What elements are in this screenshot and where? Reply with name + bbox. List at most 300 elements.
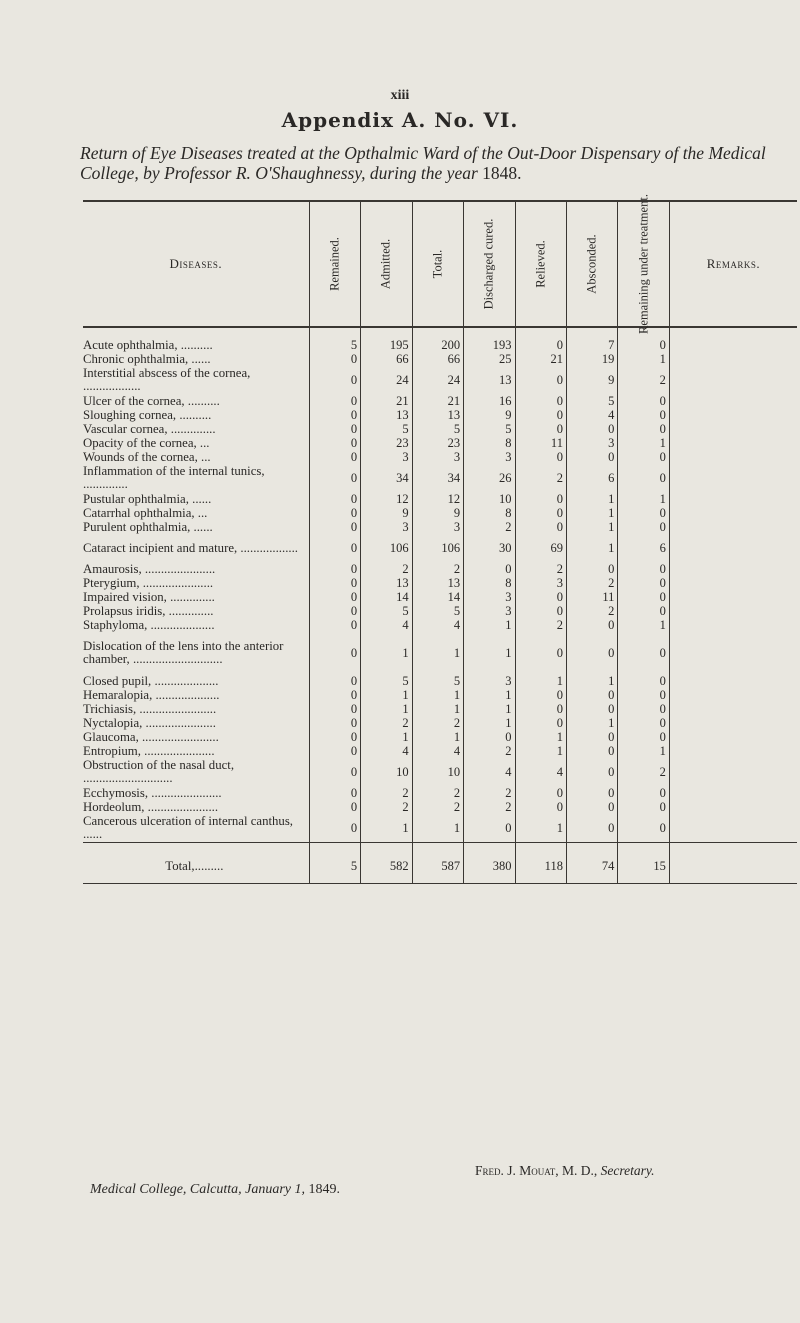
relieved-cell: 0 — [515, 450, 566, 464]
discharged-cell: 8 — [464, 506, 515, 520]
admitted-cell: 24 — [361, 366, 412, 394]
disease-name: Entropium, ...................... — [83, 743, 215, 758]
remarks-cell — [669, 450, 797, 464]
remaining-cell: 6 — [618, 534, 669, 562]
disease-name: Inflammation of the internal tunics, .............. — [83, 464, 265, 491]
remaining-cell: 2 — [618, 758, 669, 786]
title-year: 1848. — [482, 163, 522, 183]
remained-cell: 0 — [309, 576, 360, 590]
title-text: Return of Eye Diseases treated at the Opthalmic Ward of the Out-Door Dispensary of the Medical College, by Professor R. O'Shaughnessy, during the year — [80, 143, 766, 183]
signature — [475, 1163, 655, 1179]
remarks-cell — [669, 366, 797, 394]
total-cell: 1 — [412, 702, 463, 716]
relieved-cell: 0 — [515, 604, 566, 618]
remained-cell: 0 — [309, 744, 360, 758]
absconded-cell: 6 — [566, 464, 617, 492]
table-row — [83, 394, 797, 408]
remaining-cell: 1 — [618, 618, 669, 632]
admitted-cell: 10 — [361, 758, 412, 786]
discharged-cell: 0 — [464, 562, 515, 576]
remarks-cell — [669, 394, 797, 408]
absconded-cell: 2 — [566, 604, 617, 618]
remained-cell: 5 — [309, 327, 360, 352]
relieved-cell: 0 — [515, 590, 566, 604]
remarks-cell — [669, 436, 797, 450]
admitted-cell: 1 — [361, 688, 412, 702]
admitted-cell: 2 — [361, 716, 412, 730]
table-row — [83, 632, 797, 674]
disease-name: Cancerous ulceration of internal canthus, ...... — [83, 814, 294, 841]
remained-cell: 0 — [309, 604, 360, 618]
remained-cell: 0 — [309, 800, 360, 814]
total-cell: 106 — [412, 534, 463, 562]
admitted-cell: 13 — [361, 576, 412, 590]
relieved-cell: 0 — [515, 366, 566, 394]
relieved-cell: 11 — [515, 436, 566, 450]
remained-cell: 0 — [309, 702, 360, 716]
total-cell: 5 — [412, 422, 463, 436]
remaining-cell: 0 — [618, 702, 669, 716]
absconded-cell: 1 — [566, 716, 617, 730]
relieved-cell: 1 — [515, 814, 566, 843]
absconded-cell: 5 — [566, 394, 617, 408]
remaining-cell: 0 — [618, 464, 669, 492]
table-row — [83, 562, 797, 576]
discharged-total: 380 — [464, 843, 515, 884]
admitted-cell: 21 — [361, 394, 412, 408]
discharged-cell: 30 — [464, 534, 515, 562]
remaining-cell: 2 — [618, 366, 669, 394]
table-row — [83, 534, 797, 562]
remarks-cell — [669, 730, 797, 744]
remained-cell: 0 — [309, 590, 360, 604]
admitted-cell: 3 — [361, 450, 412, 464]
remaining-cell: 0 — [618, 688, 669, 702]
relieved-cell: 1 — [515, 730, 566, 744]
remarks-cell — [669, 716, 797, 730]
table-row — [83, 590, 797, 604]
remaining-total: 15 — [618, 843, 669, 884]
remarks-cell — [669, 800, 797, 814]
remaining-cell: 0 — [618, 674, 669, 688]
relieved-cell: 0 — [515, 786, 566, 800]
total-cell: 5 — [412, 604, 463, 618]
admitted-total: 582 — [361, 843, 412, 884]
place-and-date — [90, 1182, 340, 1198]
disease-name: Ecchymosis, ...................... — [83, 785, 222, 800]
relieved-cell: 0 — [515, 520, 566, 534]
table-row — [83, 730, 797, 744]
relieved-cell: 0 — [515, 632, 566, 674]
discharged-cell: 1 — [464, 716, 515, 730]
total-cell: 4 — [412, 618, 463, 632]
discharged-cell: 4 — [464, 758, 515, 786]
remained-cell: 0 — [309, 730, 360, 744]
total-cell: 12 — [412, 492, 463, 506]
remaining-cell: 0 — [618, 814, 669, 843]
total-cell: 13 — [412, 408, 463, 422]
relieved-cell: 0 — [515, 394, 566, 408]
admitted-cell: 2 — [361, 562, 412, 576]
total-cell: 1 — [412, 632, 463, 674]
total-cell: 1 — [412, 730, 463, 744]
discharged-cell: 2 — [464, 786, 515, 800]
total-cell: 2 — [412, 562, 463, 576]
disease-name: Cataract incipient and mature, .................. — [83, 540, 298, 555]
disease-name: Obstruction of the nasal duct, ............................ — [83, 758, 235, 785]
table-row — [83, 408, 797, 422]
table-row — [83, 604, 797, 618]
remarks-cell — [669, 562, 797, 576]
remaining-cell: 0 — [618, 408, 669, 422]
remarks-cell — [669, 618, 797, 632]
admitted-cell: 4 — [361, 618, 412, 632]
column-header-remained: Remained. — [309, 201, 360, 327]
discharged-cell: 1 — [464, 618, 515, 632]
absconded-cell: 0 — [566, 688, 617, 702]
remained-cell: 0 — [309, 520, 360, 534]
discharged-cell: 2 — [464, 744, 515, 758]
table-row — [83, 366, 797, 394]
absconded-cell: 9 — [566, 366, 617, 394]
column-header-remarks: Remarks. — [669, 201, 797, 327]
total-cell: 13 — [412, 576, 463, 590]
remaining-cell: 0 — [618, 786, 669, 800]
remained-cell: 0 — [309, 632, 360, 674]
absconded-cell: 1 — [566, 506, 617, 520]
remaining-cell: 0 — [618, 730, 669, 744]
total-cell: 24 — [412, 366, 463, 394]
total-cell: 23 — [412, 436, 463, 450]
remained-cell: 0 — [309, 366, 360, 394]
remarks-cell — [669, 506, 797, 520]
relieved-cell: 2 — [515, 562, 566, 576]
remained-cell: 0 — [309, 758, 360, 786]
remarks-cell — [669, 520, 797, 534]
relieved-cell: 4 — [515, 758, 566, 786]
remained-cell: 0 — [309, 506, 360, 520]
total-cell: 9 — [412, 506, 463, 520]
column-header-discharged-cured: Discharged cured. — [464, 201, 515, 327]
discharged-cell: 1 — [464, 702, 515, 716]
table-row — [83, 786, 797, 800]
relieved-cell: 21 — [515, 352, 566, 366]
eye-diseases-table — [83, 194, 797, 884]
remarks-cell — [669, 604, 797, 618]
relieved-cell: 0 — [515, 492, 566, 506]
remarks-cell — [669, 352, 797, 366]
remaining-cell: 1 — [618, 352, 669, 366]
page-number: xiii — [390, 88, 410, 103]
column-header-diseases: Diseases. — [83, 201, 309, 327]
disease-name: Vascular cornea, .............. — [83, 421, 216, 436]
admitted-cell: 5 — [361, 604, 412, 618]
total-cell: 21 — [412, 394, 463, 408]
remained-cell: 0 — [309, 618, 360, 632]
discharged-cell: 0 — [464, 730, 515, 744]
absconded-total: 74 — [566, 843, 617, 884]
admitted-cell: 1 — [361, 702, 412, 716]
remarks-cell — [669, 688, 797, 702]
remained-cell: 0 — [309, 534, 360, 562]
remaining-cell: 1 — [618, 436, 669, 450]
total-cell: 5 — [412, 674, 463, 688]
relieved-cell: 0 — [515, 422, 566, 436]
appendix-heading: Appendix A. No. VI. — [281, 108, 519, 132]
admitted-cell: 1 — [361, 730, 412, 744]
remained-cell: 0 — [309, 716, 360, 730]
remained-total: 5 — [309, 843, 360, 884]
relieved-cell: 1 — [515, 674, 566, 688]
disease-name: Acute ophthalmia, .......... — [83, 337, 213, 352]
disease-name: Glaucoma, ........................ — [83, 729, 219, 744]
total-cell: 34 — [412, 464, 463, 492]
remained-cell: 0 — [309, 352, 360, 366]
remaining-cell: 0 — [618, 716, 669, 730]
disease-name: Trichiasis, ........................ — [83, 701, 217, 716]
table-row — [83, 702, 797, 716]
remained-cell: 0 — [309, 562, 360, 576]
total-cell: 14 — [412, 590, 463, 604]
disease-name: Purulent ophthalmia, ...... — [83, 519, 213, 534]
absconded-cell: 0 — [566, 702, 617, 716]
discharged-cell: 1 — [464, 632, 515, 674]
remarks-cell — [669, 327, 797, 352]
disease-name: Amaurosis, ...................... — [83, 561, 216, 576]
remarks-cell — [669, 744, 797, 758]
remaining-cell: 1 — [618, 492, 669, 506]
admitted-cell: 3 — [361, 520, 412, 534]
disease-name: Prolapsus iridis, .............. — [83, 603, 214, 618]
disease-name: Wounds of the cornea, ... — [83, 449, 211, 464]
admitted-cell: 195 — [361, 327, 412, 352]
column-header-admitted: Admitted. — [361, 201, 412, 327]
disease-name: Nyctalopia, ...................... — [83, 715, 216, 730]
column-header-absconded: Absconded. — [566, 201, 617, 327]
remarks-cell — [669, 590, 797, 604]
total-cell: 1 — [412, 814, 463, 843]
discharged-cell: 2 — [464, 520, 515, 534]
total-cell: 66 — [412, 352, 463, 366]
remarks-cell — [669, 674, 797, 688]
admitted-cell: 4 — [361, 744, 412, 758]
disease-name: Sloughing cornea, .......... — [83, 407, 212, 422]
absconded-cell: 0 — [566, 786, 617, 800]
relieved-cell: 2 — [515, 618, 566, 632]
absconded-cell: 1 — [566, 674, 617, 688]
relieved-cell: 0 — [515, 800, 566, 814]
disease-name: Opacity of the cornea, ... — [83, 435, 210, 450]
remaining-cell: 0 — [618, 394, 669, 408]
admitted-cell: 2 — [361, 786, 412, 800]
total-cell: 10 — [412, 758, 463, 786]
table-row — [83, 800, 797, 814]
disease-name: Interstitial abscess of the cornea, .................. — [83, 366, 251, 393]
admitted-cell: 13 — [361, 408, 412, 422]
admitted-cell: 9 — [361, 506, 412, 520]
discharged-cell: 1 — [464, 688, 515, 702]
absconded-cell: 0 — [566, 730, 617, 744]
remained-cell: 0 — [309, 814, 360, 843]
disease-name: Hordeolum, ...................... — [83, 799, 219, 814]
table-row — [83, 422, 797, 436]
remarks-cell — [669, 843, 797, 884]
remarks-cell — [669, 632, 797, 674]
remaining-cell: 0 — [618, 450, 669, 464]
remarks-cell — [669, 464, 797, 492]
signatory-role: Secretary. — [600, 1163, 655, 1178]
absconded-cell: 0 — [566, 758, 617, 786]
remained-cell: 0 — [309, 674, 360, 688]
relieved-cell: 0 — [515, 506, 566, 520]
table-row — [83, 352, 797, 366]
absconded-cell: 4 — [566, 408, 617, 422]
discharged-cell: 10 — [464, 492, 515, 506]
place-date-text: Medical College, Calcutta, January 1, — [90, 1182, 306, 1197]
remaining-cell: 0 — [618, 590, 669, 604]
remarks-cell — [669, 758, 797, 786]
remaining-cell: 0 — [618, 604, 669, 618]
table-row — [83, 744, 797, 758]
admitted-cell: 14 — [361, 590, 412, 604]
remained-cell: 0 — [309, 422, 360, 436]
absconded-cell: 11 — [566, 590, 617, 604]
relieved-cell: 0 — [515, 327, 566, 352]
table-row — [83, 520, 797, 534]
table-row — [83, 450, 797, 464]
relieved-total: 118 — [515, 843, 566, 884]
disease-name: Dislocation of the lens into the anterior chamber, ............................ — [83, 639, 284, 666]
header-row — [83, 201, 797, 327]
remaining-cell: 0 — [618, 327, 669, 352]
report-title — [80, 143, 780, 183]
disease-name: Pustular ophthalmia, ...... — [83, 491, 212, 506]
total-cell: 1 — [412, 688, 463, 702]
grand-total: 587 — [412, 843, 463, 884]
relieved-cell: 2 — [515, 464, 566, 492]
absconded-cell: 0 — [566, 422, 617, 436]
table-row — [83, 716, 797, 730]
discharged-cell: 25 — [464, 352, 515, 366]
remained-cell: 0 — [309, 450, 360, 464]
remaining-cell: 0 — [618, 632, 669, 674]
discharged-cell: 16 — [464, 394, 515, 408]
remained-cell: 0 — [309, 688, 360, 702]
table-row — [83, 758, 797, 786]
remarks-cell — [669, 492, 797, 506]
remaining-cell: 0 — [618, 506, 669, 520]
absconded-cell: 2 — [566, 576, 617, 590]
total-cell: 200 — [412, 327, 463, 352]
disease-name: Closed pupil, .................... — [83, 673, 219, 688]
relieved-cell: 3 — [515, 576, 566, 590]
remarks-cell — [669, 786, 797, 800]
column-header-relieved: Relieved. — [515, 201, 566, 327]
disease-name: Chronic ophthalmia, ...... — [83, 351, 211, 366]
discharged-cell: 3 — [464, 590, 515, 604]
table-row — [83, 492, 797, 506]
place-date-year: 1849. — [308, 1182, 341, 1197]
discharged-cell: 8 — [464, 436, 515, 450]
absconded-cell: 0 — [566, 562, 617, 576]
column-header-total: Total. — [412, 201, 463, 327]
table-row — [83, 436, 797, 450]
remained-cell: 0 — [309, 492, 360, 506]
remaining-cell: 0 — [618, 576, 669, 590]
absconded-cell: 3 — [566, 436, 617, 450]
relieved-cell: 0 — [515, 716, 566, 730]
table-row — [83, 618, 797, 632]
table-row — [83, 327, 797, 352]
table-row — [83, 576, 797, 590]
relieved-cell: 69 — [515, 534, 566, 562]
discharged-cell: 0 — [464, 814, 515, 843]
discharged-cell: 3 — [464, 450, 515, 464]
remained-cell: 0 — [309, 394, 360, 408]
total-row — [83, 843, 797, 884]
table-row — [83, 688, 797, 702]
table-row — [83, 464, 797, 492]
admitted-cell: 106 — [361, 534, 412, 562]
disease-name: Ulcer of the cornea, .......... — [83, 393, 220, 408]
discharged-cell: 5 — [464, 422, 515, 436]
disease-name: Staphyloma, .................... — [83, 617, 215, 632]
discharged-cell: 13 — [464, 366, 515, 394]
table-row — [83, 814, 797, 843]
admitted-cell: 2 — [361, 800, 412, 814]
total-cell: 2 — [412, 800, 463, 814]
remarks-cell — [669, 576, 797, 590]
admitted-cell: 1 — [361, 814, 412, 843]
admitted-cell: 34 — [361, 464, 412, 492]
relieved-cell: 0 — [515, 688, 566, 702]
disease-name: Catarrhal ophthalmia, ... — [83, 505, 208, 520]
total-cell: 3 — [412, 450, 463, 464]
remained-cell: 0 — [309, 436, 360, 450]
disease-name: Impaired vision, .............. — [83, 589, 215, 604]
total-cell: 3 — [412, 520, 463, 534]
discharged-cell: 26 — [464, 464, 515, 492]
discharged-cell: 3 — [464, 604, 515, 618]
remarks-cell — [669, 408, 797, 422]
absconded-cell: 7 — [566, 327, 617, 352]
remaining-cell: 0 — [618, 422, 669, 436]
relieved-cell: 1 — [515, 744, 566, 758]
total-label: Total,......... — [83, 843, 309, 884]
discharged-cell: 3 — [464, 674, 515, 688]
absconded-cell: 0 — [566, 744, 617, 758]
remained-cell: 0 — [309, 464, 360, 492]
total-cell: 4 — [412, 744, 463, 758]
admitted-cell: 12 — [361, 492, 412, 506]
absconded-cell: 19 — [566, 352, 617, 366]
remarks-cell — [669, 534, 797, 562]
admitted-cell: 1 — [361, 632, 412, 674]
discharged-cell: 193 — [464, 327, 515, 352]
relieved-cell: 0 — [515, 702, 566, 716]
remarks-cell — [669, 814, 797, 843]
remaining-cell: 0 — [618, 800, 669, 814]
admitted-cell: 5 — [361, 674, 412, 688]
absconded-cell: 0 — [566, 800, 617, 814]
absconded-cell: 0 — [566, 814, 617, 843]
table-row — [83, 506, 797, 520]
admitted-cell: 66 — [361, 352, 412, 366]
remaining-cell: 0 — [618, 562, 669, 576]
remained-cell: 0 — [309, 786, 360, 800]
remaining-cell: 1 — [618, 744, 669, 758]
column-header-remaining-under-treatment: Remaining under treatment. — [618, 201, 669, 327]
